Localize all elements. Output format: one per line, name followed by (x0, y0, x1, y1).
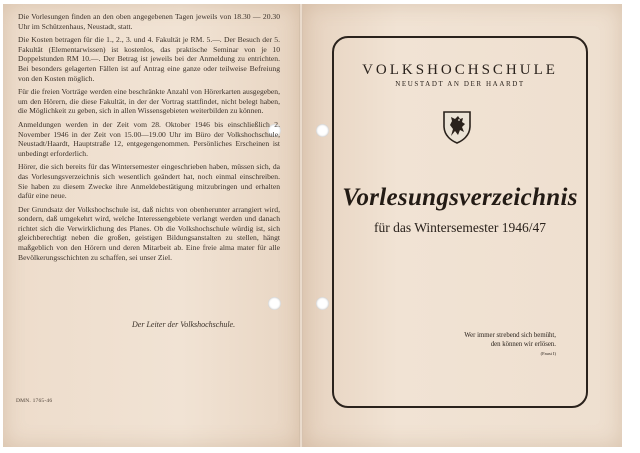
document-subtitle: für das Wintersemester 1946/47 (373, 220, 547, 235)
punch-hole (316, 124, 329, 137)
center-fold (299, 4, 303, 447)
heraldic-lion-shield-icon (442, 110, 472, 144)
paragraph-schedule: Die Vorlesungen finden an den oben angegebenen Tagen jeweils von 18.30 — 20.30 Uhr im Schützenhaus, Neustadt, statt. (18, 12, 280, 31)
paragraph-lectures: Für die freien Vorträge werden eine beschränkte Anzahl von Hörerkarten ausgegeben, um den Hörern, die diese Fakultät, in der der Vortrag stattfindet, nicht belegt haben, die Möglichkeit zu geben, sich in allen Wissensgebieten weiterbilden zu können. (18, 87, 280, 116)
quote-line: Wer immer strebend sich bemüht, (464, 332, 556, 339)
punch-hole (316, 297, 329, 310)
signature-line: Der Leiter der Volkshochschule. (132, 320, 236, 329)
paragraph-reregistration: Hörer, die sich bereits für das Wintersemester eingeschrieben haben, müssen sich, da das Vorlesungsverzeichnis sich wesentlich geändert hat, noch einmal einschreiben. Sie haben zu diesem Zwecke ihre Anmeldebestätigung mitzubringen und erhalten dafür eine neue. (18, 162, 280, 201)
document-title: Vorlesungsverzeichnis (342, 184, 578, 211)
institution-name: VOLKSHOCHSCHULE (362, 62, 558, 78)
paragraph-registration: Anmeldungen werden in der Zeit vom 28. Oktober 1946 bis einschließlich 2. November 1946 in der Zeit von 15.00—19.00 Uhr im Büro der Volkshochschule, Neustadt/Haardt, Hauptstraße 12, entgegengenommen. Persönliches Erscheinen ist unbedingt erforderlich. (18, 119, 280, 158)
info-text-block (18, 12, 280, 266)
print-reference: DMN. 1765-46 (16, 398, 53, 404)
paragraph-principle: Der Grundsatz der Volkshochschule ist, daß nichts von obenherunter arrangiert wird, sondern, daß umgekehrt wird, welche Interessengebiete verlangt werden und danach richtet sich die Verwirklichung des Planes. Ob die Volkshochschule würdig ist, sich gleichberechtigt neben die großen, geistigen Bildungsanstalten zu stellen, hängt maßgeblich von den Hörern und deren Mitarbeit ab. Eine freie alma mater für alle Bevölkerungsschichten zu schaffen, sei unser Ziel. (18, 204, 280, 262)
motto-quote (436, 331, 556, 349)
quote-source: (Faust I) (540, 351, 556, 356)
paragraph-costs: Die Kosten betragen für die 1., 2., 3. und 4. Fakultät je RM. 5.—. Der Besuch der 5. Fakultät (Elementarwissen) ist kostenlos, das praktische Seminar von je 10 Doppelstunden RM 10.—. Der Betrag ist jeweils bei der Anmeldung zu entrichten. Bei besonders gelagerten Fällen ist auf Antrag eine ganze oder teilweise Befreiung von den Kosten möglich. (18, 35, 280, 83)
quote-line: den können wir erlösen. (490, 341, 556, 348)
institution-location: NEUSTADT AN DER HAARDT (395, 80, 525, 88)
punch-hole (268, 297, 281, 310)
